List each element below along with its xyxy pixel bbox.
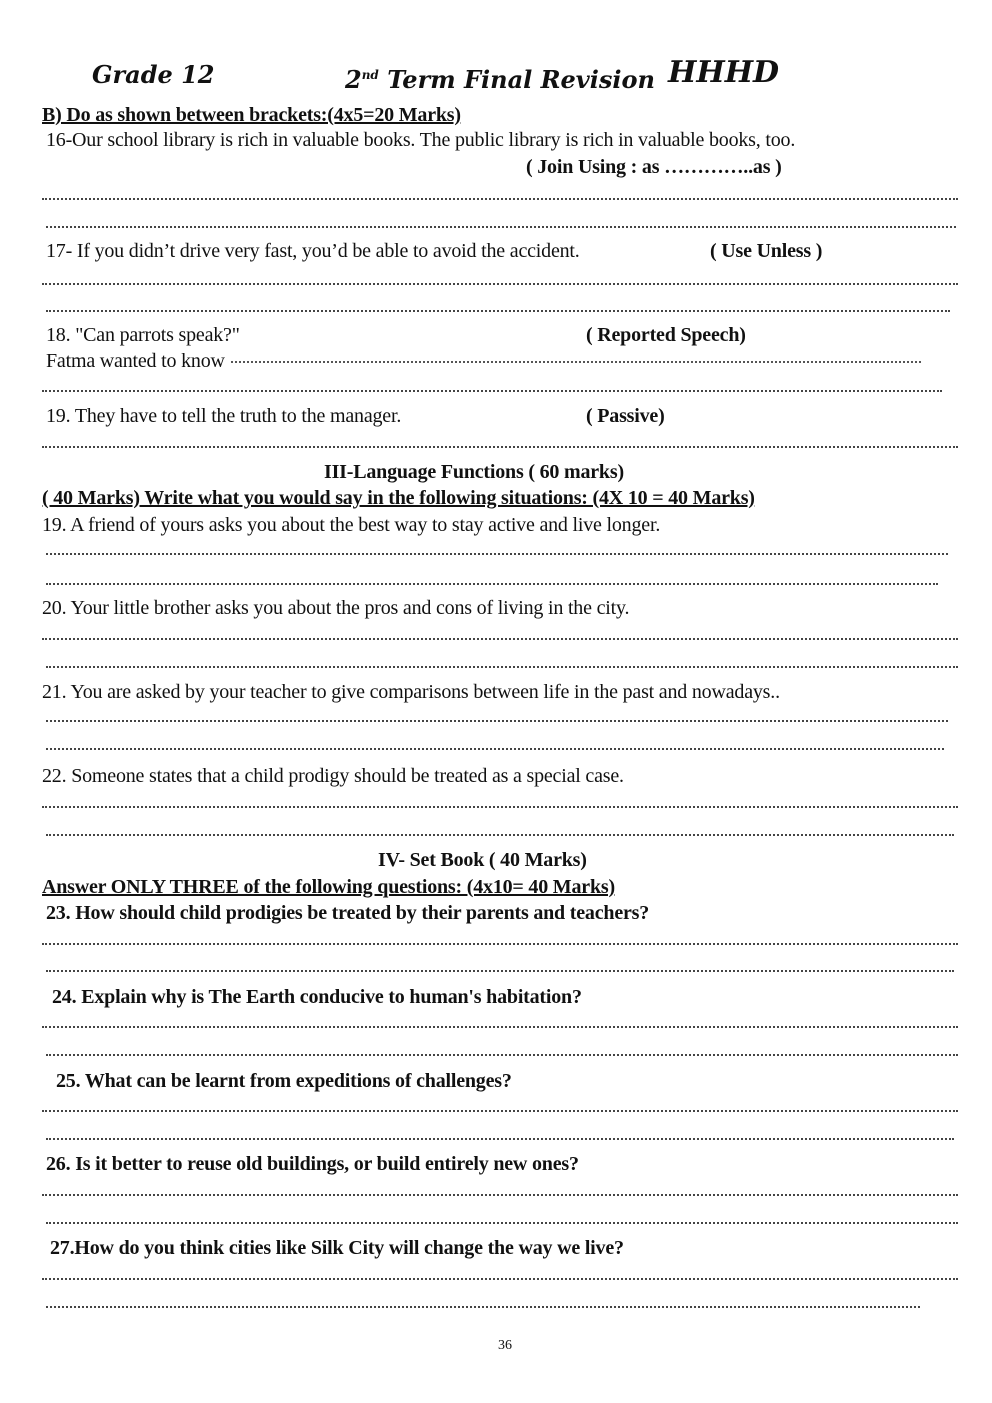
answer-line[interactable] xyxy=(46,720,948,722)
function-question: 21. You are asked by your teacher to give comparisons between life in the past and nowadays.. xyxy=(42,681,780,703)
answer-line[interactable] xyxy=(42,806,958,808)
answer-line[interactable] xyxy=(42,446,958,448)
question-16-hint: ( Join Using : as …………..as ) xyxy=(526,156,782,178)
function-question: 20. Your little brother asks you about the pros and cons of living in the city. xyxy=(42,597,630,619)
header-title-sup: nd xyxy=(361,68,379,82)
question-18-hint: ( Reported Speech) xyxy=(586,324,746,346)
answer-line[interactable] xyxy=(42,1026,958,1028)
question-17-hint: ( Use Unless ) xyxy=(710,240,823,262)
answer-line[interactable] xyxy=(42,638,958,640)
section-iii-title: III-Language Functions ( 60 marks) xyxy=(324,461,624,483)
answer-line[interactable] xyxy=(46,1222,958,1224)
answer-line[interactable] xyxy=(46,553,948,555)
header-title-num: 2 xyxy=(345,65,362,94)
header-title-text: Term Final Revision xyxy=(387,65,655,94)
section-iv-instruction: Answer ONLY THREE of the following questions: (4x10= 40 Marks) xyxy=(42,876,615,898)
answer-line[interactable] xyxy=(46,310,950,312)
section-iii-instruction: ( 40 Marks) Write what you would say in the following situations: (4X 10 = 40 Marks) xyxy=(42,487,755,509)
section-b-heading: B) Do as shown between brackets:(4x5=20 Marks) xyxy=(42,104,461,126)
answer-line[interactable] xyxy=(46,1306,920,1308)
answer-line[interactable] xyxy=(46,1054,958,1056)
set-book-question: 26. Is it better to reuse old buildings, or build entirely new ones? xyxy=(46,1153,579,1175)
answer-line[interactable] xyxy=(42,390,942,392)
answer-line[interactable] xyxy=(42,1278,958,1280)
header-title xyxy=(345,60,655,95)
answer-line[interactable] xyxy=(46,1138,954,1140)
answer-line[interactable] xyxy=(46,666,958,668)
page-number: 36 xyxy=(498,1338,512,1353)
answer-line[interactable] xyxy=(42,283,958,285)
set-book-question: 24. Explain why is The Earth conducive to human's habitation? xyxy=(52,986,582,1008)
question-18-start-text: Fatma wanted to know xyxy=(46,350,225,372)
header-grade: Grade 12 xyxy=(92,60,215,89)
answer-line[interactable] xyxy=(46,834,954,836)
question-19-hint: ( Passive) xyxy=(586,405,665,427)
function-question: 22. Someone states that a child prodigy should be treated as a special case. xyxy=(42,765,624,787)
question-16: 16-Our school library is rich in valuable books. The public library is rich in valuable books, too. xyxy=(46,129,796,151)
answer-line[interactable] xyxy=(46,970,954,972)
answer-line[interactable] xyxy=(42,1110,958,1112)
answer-line[interactable] xyxy=(42,943,958,945)
answer-line[interactable] xyxy=(231,361,921,363)
answer-line[interactable] xyxy=(42,198,958,200)
answer-line[interactable] xyxy=(46,748,944,750)
function-question: 19. A friend of yours asks you about the best way to stay active and live longer. xyxy=(42,514,661,536)
set-book-question: 23. How should child prodigies be treated by their parents and teachers? xyxy=(46,902,650,924)
question-18: 18. "Can parrots speak?" xyxy=(46,324,240,346)
header-initials: HHHD xyxy=(668,55,780,90)
question-18-start xyxy=(46,349,921,373)
answer-line[interactable] xyxy=(42,1194,958,1196)
answer-line[interactable] xyxy=(46,226,956,228)
answer-line[interactable] xyxy=(46,583,938,585)
set-book-question: 25. What can be learnt from expeditions of challenges? xyxy=(56,1070,512,1092)
section-iv-title: IV- Set Book ( 40 Marks) xyxy=(378,849,587,871)
question-19: 19. They have to tell the truth to the manager. xyxy=(46,405,402,427)
set-book-question: 27.How do you think cities like Silk City will change the way we live? xyxy=(50,1237,624,1259)
question-17: 17- If you didn’t drive very fast, you’d be able to avoid the accident. xyxy=(46,240,580,262)
